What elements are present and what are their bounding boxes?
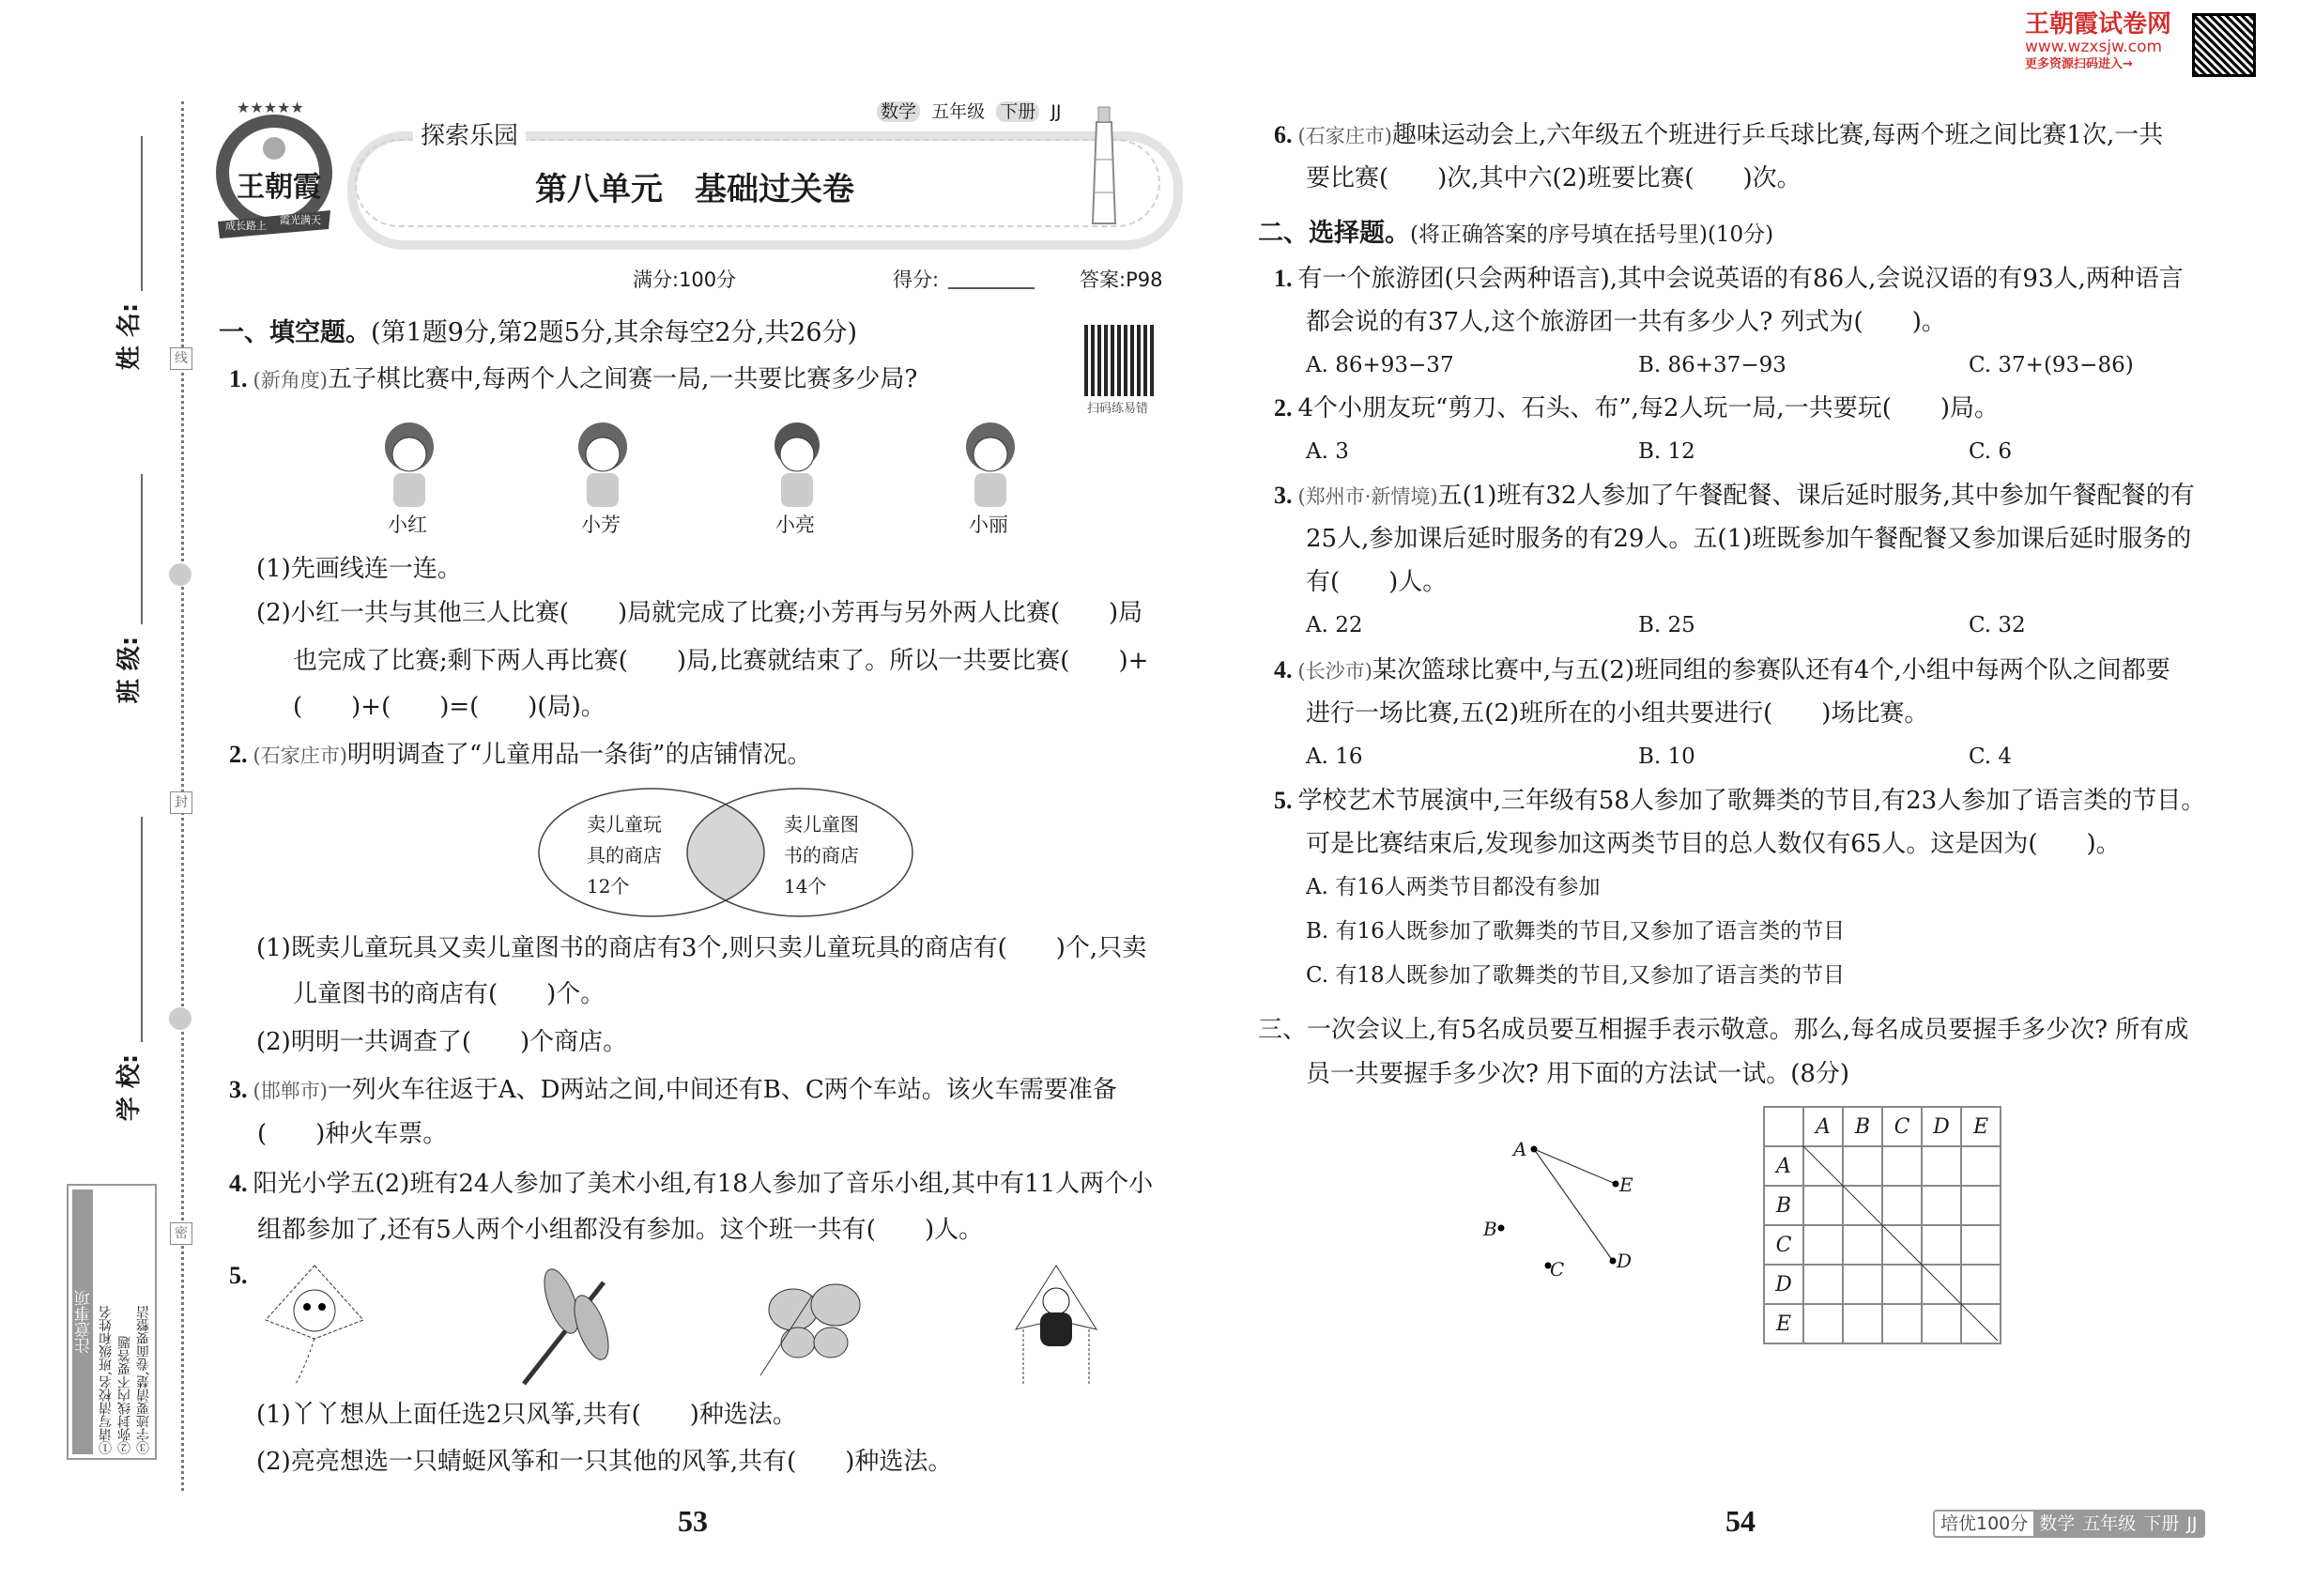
brand-banner[interactable] bbox=[2025, 11, 2171, 73]
brand-qr-code[interactable] bbox=[2192, 13, 2256, 77]
child-illustration bbox=[759, 417, 836, 507]
note-item: ②弥封线内不要答题 bbox=[117, 1336, 132, 1454]
child-illustration bbox=[371, 417, 448, 507]
seal-marker-line: 线 bbox=[170, 347, 192, 370]
mc-question-stem bbox=[1274, 265, 2184, 293]
mc-option[interactable]: A. 3 bbox=[1306, 439, 1349, 464]
row-header: E bbox=[1764, 1304, 1803, 1343]
logo-name: 王朝霞 bbox=[237, 171, 321, 204]
table-cell[interactable] bbox=[1961, 1186, 2001, 1225]
seal-circle-icon bbox=[169, 1007, 192, 1030]
q6-number: 6. bbox=[1274, 121, 1293, 148]
section3-line1: 三、一次会议上,有5名成员要互相握手表示敬意。那么,每名成员要握手多少次? 所有成 bbox=[1258, 1016, 2189, 1044]
brand-url[interactable]: www.wzxsjw.com bbox=[2025, 38, 2163, 56]
q1-number: 1. bbox=[229, 365, 248, 392]
footer-book-badge bbox=[1933, 1510, 2205, 1538]
q3-tag: (邯郸市) bbox=[253, 1080, 328, 1102]
q3-number: 3. bbox=[229, 1076, 248, 1103]
table-row bbox=[1764, 1265, 2001, 1304]
grade: 五年级 bbox=[931, 101, 986, 122]
table-cell[interactable] bbox=[1922, 1186, 1961, 1225]
row-header: B bbox=[1764, 1186, 1803, 1225]
table-row bbox=[1764, 1107, 2001, 1146]
q4-number: 4. bbox=[229, 1170, 248, 1197]
mc-question-line bbox=[1306, 830, 2121, 858]
venn-right-count: 14个 bbox=[784, 875, 827, 898]
q2-tag: (石家庄市) bbox=[253, 744, 347, 767]
mc-tag: (长沙市) bbox=[1297, 660, 1372, 683]
mc-text: 进行一场比赛,五(2)班所在的小组共要进行( )场比赛。 bbox=[1306, 699, 1929, 728]
table-cell[interactable] bbox=[1922, 1146, 1961, 1186]
venn-right-label bbox=[784, 809, 859, 902]
child-illustration bbox=[952, 417, 1029, 507]
table-cell[interactable] bbox=[1882, 1146, 1922, 1186]
mc-text: 可是比赛结束后,发现参加这两类节目的总人数仅有65人。这是因为( )。 bbox=[1306, 830, 2121, 858]
section2-note: (将正确答案的序号填在括号里)(10分) bbox=[1410, 223, 1774, 247]
class-label: 班 级: bbox=[115, 636, 145, 704]
butterfly-kite-image bbox=[756, 1277, 868, 1380]
table-cell[interactable] bbox=[1843, 1146, 1882, 1186]
footer-grade: 五年级 bbox=[2077, 1512, 2138, 1536]
mc-question-stem bbox=[1274, 482, 2195, 511]
mc-option[interactable]: A. 有16人两类节目都没有参加 bbox=[1306, 875, 1601, 899]
point-label: B bbox=[1483, 1218, 1497, 1240]
q5-sub2: (2)亮亮想选一只蜻蜓风筝和一只其他的风筝,共有( )种选法。 bbox=[256, 1448, 953, 1476]
column-header: D bbox=[1922, 1107, 1961, 1146]
q3-stem bbox=[229, 1076, 1117, 1105]
q1-text: 五子棋比赛中,每两个人之间赛一局,一共要比赛多少局? bbox=[327, 365, 918, 393]
child-illustration bbox=[564, 417, 641, 507]
name-field[interactable] bbox=[141, 136, 143, 291]
school-label: 学 校: bbox=[115, 1053, 145, 1122]
mc-option[interactable]: B. 有16人既参加了歌舞类的节目,又参加了语言类的节目 bbox=[1306, 919, 1846, 944]
handshake-table bbox=[1763, 1106, 2001, 1344]
mc-question-stem bbox=[1274, 394, 1999, 422]
mc-option[interactable]: C. 6 bbox=[1969, 439, 2013, 464]
q2-stem bbox=[229, 741, 811, 770]
mc-option[interactable]: B. 86+37−93 bbox=[1638, 353, 1786, 377]
q2-sub1-line1: (1)既卖儿童玩具又卖儿童图书的商店有3个,则只卖儿童玩具的商店有( )个,只卖 bbox=[256, 934, 1147, 962]
table-row bbox=[1764, 1304, 2001, 1343]
mc-option[interactable]: B. 12 bbox=[1638, 439, 1695, 464]
mc-question-line bbox=[1306, 525, 2191, 553]
score-label: 得分: bbox=[893, 269, 940, 291]
table-cell[interactable] bbox=[1882, 1265, 1922, 1304]
q1-tag: (新角度) bbox=[253, 369, 328, 391]
mc-option[interactable]: A. 86+93−37 bbox=[1306, 353, 1454, 377]
venn-right-line: 卖儿童图 bbox=[784, 813, 859, 836]
table-row bbox=[1764, 1146, 2001, 1186]
subject: 数学 bbox=[877, 101, 920, 122]
q1-sub2-line2: 也完成了比赛;剩下两人再比赛( )局,比赛就结束了。所以一共要比赛( )+ bbox=[293, 647, 1149, 675]
table-cell[interactable] bbox=[1882, 1304, 1922, 1343]
section-tag: 探索乐园 bbox=[413, 116, 526, 151]
child-name: 小丽 bbox=[969, 514, 1008, 536]
seal-marker-seal: 封 bbox=[170, 791, 192, 814]
mc-option[interactable]: C. 有18人既参加了歌舞类的节目,又参加了语言类的节目 bbox=[1306, 963, 1845, 988]
q3-text: 一列火车往返于A、D两站之间,中间还有B、C两个车站。该火车需要准备 bbox=[327, 1076, 1117, 1104]
mc-number: 1. bbox=[1274, 265, 1293, 292]
class-field[interactable] bbox=[141, 474, 143, 624]
point-label: A bbox=[1513, 1138, 1527, 1160]
table-cell[interactable] bbox=[1803, 1146, 1843, 1186]
mc-number: 4. bbox=[1274, 656, 1293, 683]
point-label: E bbox=[1619, 1174, 1633, 1196]
table-cell bbox=[1764, 1107, 1803, 1146]
section2-heading bbox=[1258, 220, 1773, 249]
table-cell[interactable] bbox=[1803, 1304, 1843, 1343]
mc-text: 有( )人。 bbox=[1306, 568, 1448, 596]
point-A bbox=[1531, 1146, 1538, 1153]
mc-text: 25人,参加课后延时服务的有29人。五(1)班既参加午餐配餐又参加课后延时服务的 bbox=[1306, 525, 2192, 553]
table-cell[interactable] bbox=[1922, 1225, 1961, 1265]
mc-option[interactable]: A. 22 bbox=[1306, 613, 1363, 637]
row-header: D bbox=[1764, 1265, 1803, 1304]
point-label: C bbox=[1550, 1258, 1565, 1281]
footer-subject: 数学 bbox=[2033, 1512, 2077, 1536]
table-cell[interactable] bbox=[1922, 1265, 1961, 1304]
qr-caption: 扫码练易错 bbox=[1087, 402, 1149, 416]
seal-marker-secret: 密 bbox=[170, 1222, 192, 1245]
venn-right-line: 书的商店 bbox=[784, 844, 859, 867]
column-header: B bbox=[1843, 1107, 1882, 1146]
logo-slogan-left: 成长路上 bbox=[225, 220, 267, 232]
q5-number bbox=[229, 1262, 253, 1290]
table-cell[interactable] bbox=[1961, 1304, 2001, 1343]
edition: JJ bbox=[1050, 101, 1062, 122]
mc-question-line bbox=[1306, 308, 1946, 336]
table-cell[interactable] bbox=[1843, 1304, 1882, 1343]
q4-text: 阳光小学五(2)班有24人参加了美术小组,有18人参加了音乐小组,其中有11人两个小 bbox=[253, 1170, 1154, 1198]
table-cell[interactable] bbox=[1843, 1265, 1882, 1304]
q1-sub2-line1: (2)小红一共与其他三人比赛( )局就完成了比赛;小芳再与另外两人比赛( )局 bbox=[256, 599, 1143, 627]
q1-sub2-line3: ( )+( )=( )(局)。 bbox=[293, 693, 606, 721]
mc-question-stem bbox=[1274, 656, 2170, 685]
table-cell[interactable] bbox=[1803, 1265, 1843, 1304]
mc-number: 2. bbox=[1274, 394, 1293, 422]
mc-text: 4个小朋友玩“剪刀、石头、布”,每2人玩一局,一共要玩( )局。 bbox=[1297, 394, 1999, 422]
q6-stem bbox=[1274, 121, 2163, 150]
mc-option[interactable]: C. 4 bbox=[1969, 744, 2013, 769]
table-cell[interactable] bbox=[1961, 1225, 2001, 1265]
point-D bbox=[1610, 1258, 1617, 1265]
column-header: E bbox=[1961, 1107, 2001, 1146]
section2-title: 二、选择题。 bbox=[1258, 219, 1410, 248]
q1-sub1: (1)先画线连一连。 bbox=[256, 555, 462, 583]
section3-line2: 员一共要握手多少次? 用下面的方法试一试。(8分) bbox=[1306, 1060, 1850, 1088]
table-cell[interactable] bbox=[1803, 1186, 1843, 1225]
table-cell[interactable] bbox=[1961, 1265, 2001, 1304]
mc-option[interactable]: B. 25 bbox=[1638, 613, 1695, 637]
mc-text: 五(1)班有32人参加了午餐配餐、课后延时服务,其中参加午餐配餐的有 bbox=[1437, 482, 2195, 510]
mc-question-stem bbox=[1274, 787, 2205, 815]
dragonfly-kite-image bbox=[514, 1264, 627, 1386]
q4-stem bbox=[229, 1170, 1153, 1198]
monkey-kite-image bbox=[258, 1264, 371, 1386]
table-cell[interactable] bbox=[1803, 1225, 1843, 1265]
table-row bbox=[1764, 1225, 2001, 1265]
full-score: 满分:100分 bbox=[633, 269, 737, 291]
table-cell[interactable] bbox=[1882, 1186, 1922, 1225]
venn-left-label bbox=[587, 809, 662, 902]
notes-box bbox=[67, 1184, 157, 1460]
q1-stem bbox=[229, 365, 917, 394]
book-info bbox=[877, 98, 1062, 123]
q5-number-text: 5. bbox=[229, 1262, 248, 1289]
school-field[interactable] bbox=[141, 817, 143, 1042]
mc-number: 5. bbox=[1274, 787, 1293, 814]
section1-heading bbox=[219, 319, 857, 347]
name-label: 姓 名: bbox=[115, 302, 145, 371]
q3-line2: ( )种火车票。 bbox=[257, 1120, 448, 1148]
q2-sub2: (2)明明一共调查了( )个商店。 bbox=[256, 1028, 628, 1056]
q2-text: 明明调查了“儿童用品一条街”的店铺情况。 bbox=[346, 741, 812, 769]
row-header: C bbox=[1764, 1225, 1803, 1265]
mc-text: 有一个旅游团(只会两种语言),其中会说英语的有86人,会说汉语的有93人,两种语言 bbox=[1297, 265, 2184, 293]
page-number-left: 53 bbox=[678, 1504, 708, 1538]
mc-tag: (郑州市·新情境) bbox=[1297, 485, 1438, 508]
lighthouse-icon bbox=[1087, 103, 1121, 225]
svg-text:★★★★★: ★★★★★ bbox=[237, 100, 304, 116]
child-name: 小亮 bbox=[775, 514, 815, 536]
table-cell[interactable] bbox=[1922, 1304, 1961, 1343]
mc-option[interactable]: C. 32 bbox=[1969, 613, 2026, 637]
q4-line2: 组都参加了,还有5人两个小组都没有参加。这个班一共有( )人。 bbox=[257, 1216, 984, 1244]
child-name: 小红 bbox=[388, 514, 427, 536]
venn-left-line: 具的商店 bbox=[587, 844, 662, 867]
page-number-right: 54 bbox=[1725, 1504, 1756, 1538]
brand-logo bbox=[208, 100, 340, 240]
venn-left-line: 卖儿童玩 bbox=[587, 813, 662, 836]
mc-number: 3. bbox=[1274, 482, 1293, 509]
q6-text: 趣味运动会上,六年级五个班进行乒乓球比赛,每两个班之间比赛1次,一共 bbox=[1391, 121, 2164, 149]
volume: 下册 bbox=[996, 101, 1039, 122]
footer-series: 培优100分 bbox=[1935, 1512, 2033, 1536]
column-header: A bbox=[1803, 1107, 1843, 1146]
table-cell[interactable] bbox=[1961, 1146, 2001, 1186]
child-name: 小芳 bbox=[581, 514, 621, 536]
qr-code[interactable] bbox=[1084, 325, 1156, 396]
point-E bbox=[1613, 1181, 1619, 1188]
seal-circle-icon bbox=[169, 563, 192, 586]
q6-line2: 要比赛( )次,其中六(2)班要比赛( )次。 bbox=[1306, 164, 1802, 192]
mc-option[interactable]: A. 16 bbox=[1306, 744, 1363, 769]
page-title: 第八单元 基础过关卷 bbox=[535, 171, 854, 208]
footer-volume: 下册 bbox=[2138, 1512, 2181, 1536]
notes-title: 注意事项 bbox=[72, 1189, 93, 1454]
mc-text: 某次篮球比赛中,与五(2)班同组的参赛队还有4个,小组中每两个队之间都要 bbox=[1372, 656, 2170, 684]
column-header: C bbox=[1882, 1107, 1922, 1146]
q2-number: 2. bbox=[229, 741, 248, 768]
footer-edition: JJ bbox=[2181, 1512, 2202, 1536]
brand-cta: 更多资源扫码进入→ bbox=[2025, 57, 2133, 71]
mc-text: 都会说的有37人,这个旅游团一共有多少人? 列式为( )。 bbox=[1306, 308, 1946, 336]
mc-text: 学校艺术节展演中,三年级有58人参加了歌舞类的节目,有23人参加了语言类的节目。 bbox=[1297, 787, 2206, 815]
table-cell[interactable] bbox=[1843, 1225, 1882, 1265]
note-item: ①请写清校名,班级和姓名 bbox=[99, 1305, 114, 1454]
point-B bbox=[1498, 1225, 1505, 1232]
table-cell[interactable] bbox=[1843, 1186, 1882, 1225]
q6-tag: (石家庄市) bbox=[1297, 125, 1392, 147]
table-row bbox=[1764, 1186, 2001, 1225]
q2-sub1-line2: 儿童图书的商店有( )个。 bbox=[293, 980, 606, 1008]
point-label: D bbox=[1617, 1250, 1633, 1272]
panda-kite-image bbox=[1014, 1264, 1098, 1386]
section1-title: 一、填空题。 bbox=[219, 318, 371, 347]
mc-question-line bbox=[1306, 699, 1928, 728]
q5-sub1: (1)丫丫想从上面任选2只风筝,共有( )种选法。 bbox=[256, 1401, 797, 1429]
row-header: A bbox=[1764, 1146, 1803, 1186]
venn-left-count: 12个 bbox=[587, 875, 630, 898]
table-cell[interactable] bbox=[1882, 1225, 1922, 1265]
score-field[interactable] bbox=[948, 287, 1035, 289]
answer-page: 答案:P98 bbox=[1080, 269, 1163, 291]
mc-option[interactable]: B. 10 bbox=[1638, 744, 1695, 769]
brand-name: 王朝霞试卷网 bbox=[2025, 10, 2172, 38]
logo-slogan-right: 霞光满天 bbox=[280, 214, 321, 226]
mc-question-line bbox=[1306, 568, 1447, 596]
note-item: ③字迹要清楚,卷面要整洁 bbox=[136, 1305, 151, 1454]
section1-note: (第1题9分,第2题5分,其余每空2分,共26分) bbox=[371, 318, 858, 347]
mc-option[interactable]: C. 37+(93−86) bbox=[1969, 353, 2134, 377]
